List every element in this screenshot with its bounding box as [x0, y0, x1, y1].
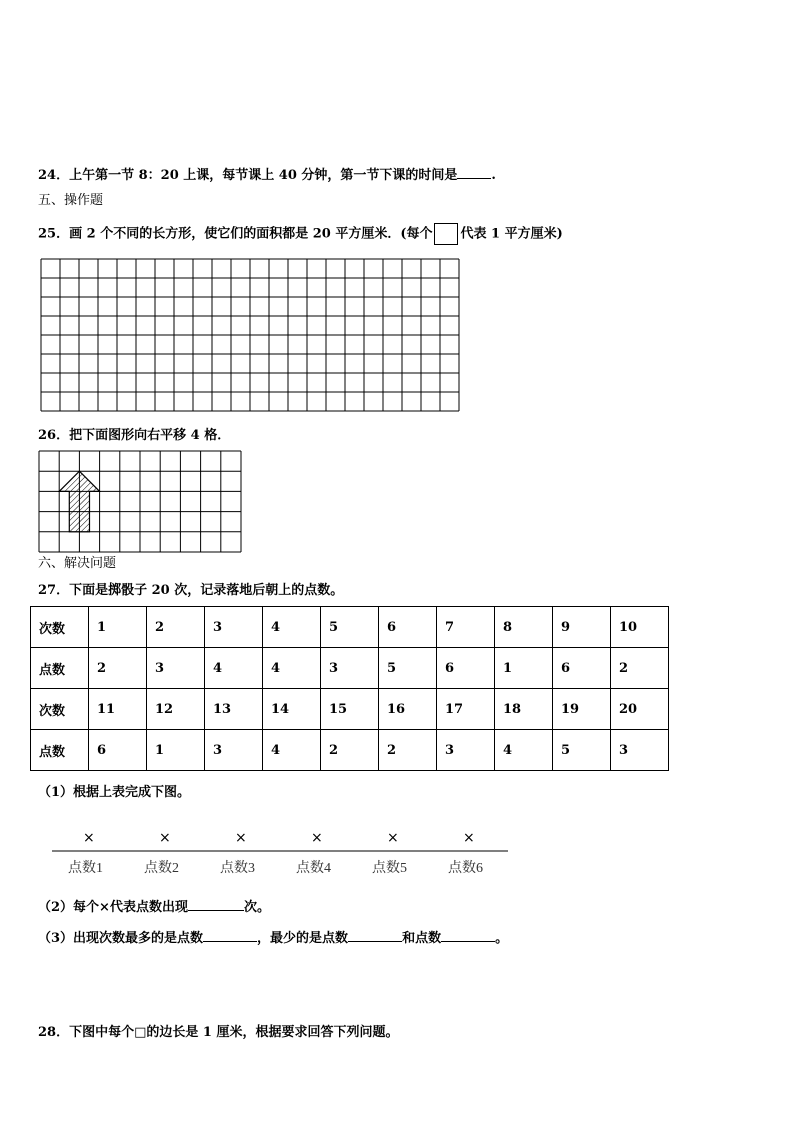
table-cell: 3 [321, 648, 379, 689]
row-header-cell: 点数 [31, 648, 89, 689]
table-cell: 4 [263, 648, 321, 689]
table-cell: 5 [379, 648, 437, 689]
row-header-cell: 次数 [31, 689, 89, 730]
sub-3-text-c: 和点数 [402, 931, 442, 946]
table-cell: 4 [263, 730, 321, 771]
table-cell: 14 [263, 689, 321, 730]
sub-3-text-b: ，最少的是点数 [257, 931, 349, 946]
sub-3-text-d: 。 [495, 931, 509, 946]
translation-grid-26[interactable] [38, 450, 244, 554]
x-mark-icon: × [235, 830, 247, 846]
question-27-sub-2 [38, 898, 270, 916]
question-25-text: 25．画 2 个不同的长方形，使它们的面积都是 20 平方厘米．(每个 [38, 226, 433, 242]
table-row [31, 730, 669, 771]
table-cell: 3 [205, 730, 263, 771]
table-cell: 2 [89, 648, 147, 689]
answer-blank[interactable] [457, 166, 491, 179]
unit-square-icon [434, 223, 458, 245]
question-24 [38, 166, 496, 184]
table-cell: 8 [495, 607, 553, 648]
table-cell: 13 [205, 689, 263, 730]
axis-label: 点数2 [144, 861, 179, 876]
sub-2-text-a: （2）每个×代表点数出现 [38, 900, 188, 915]
drawing-grid-25[interactable] [40, 258, 460, 412]
table-cell: 19 [553, 689, 611, 730]
dice-record-table [30, 606, 669, 771]
question-24-end: . [491, 168, 496, 183]
arrow-shape-icon [59, 471, 99, 532]
section-5-heading: 五、操作题 [38, 193, 104, 208]
question-27-sub-3 [38, 929, 508, 947]
table-row [31, 607, 669, 648]
answer-blank[interactable] [203, 929, 257, 942]
answer-blank[interactable] [188, 898, 244, 911]
axis-label: 点数4 [296, 861, 331, 876]
table-cell: 4 [205, 648, 263, 689]
table-cell: 5 [553, 730, 611, 771]
table-cell: 12 [147, 689, 205, 730]
axis-label: 点数3 [220, 861, 255, 876]
question-27: 27．下面是掷骰子 20 次，记录落地后朝上的点数。 [38, 583, 344, 598]
table-cell: 3 [205, 607, 263, 648]
table-cell: 1 [89, 607, 147, 648]
x-mark-icon: × [159, 830, 171, 846]
table-cell: 3 [147, 648, 205, 689]
axis-label: 点数6 [448, 861, 483, 876]
table-cell: 2 [611, 648, 669, 689]
table-cell: 6 [553, 648, 611, 689]
table-row [31, 689, 669, 730]
row-header-cell: 次数 [31, 607, 89, 648]
dot-plot-axis [50, 850, 512, 854]
table-cell: 6 [379, 607, 437, 648]
table-cell: 15 [321, 689, 379, 730]
table-cell: 4 [495, 730, 553, 771]
question-26: 26．把下面图形向右平移 4 格． [38, 428, 231, 443]
table-cell: 20 [611, 689, 669, 730]
question-25-text-2: 代表 1 平方厘米) [460, 226, 563, 242]
x-mark-icon: × [311, 830, 323, 846]
table-cell: 2 [379, 730, 437, 771]
table-cell: 3 [611, 730, 669, 771]
table-cell: 10 [611, 607, 669, 648]
table-cell: 7 [437, 607, 495, 648]
question-25 [38, 223, 563, 245]
table-cell: 1 [495, 648, 553, 689]
question-27-sub-1: （1）根据上表完成下图。 [38, 785, 191, 800]
table-cell: 1 [147, 730, 205, 771]
x-mark-icon: × [83, 830, 95, 846]
table-cell: 16 [379, 689, 437, 730]
table-cell: 18 [495, 689, 553, 730]
table-cell: 2 [321, 730, 379, 771]
table-cell: 11 [89, 689, 147, 730]
x-mark-icon: × [463, 830, 475, 846]
section-6-heading: 六、解决问题 [38, 556, 117, 571]
table-cell: 6 [437, 648, 495, 689]
table-cell: 3 [437, 730, 495, 771]
row-header-cell: 点数 [31, 730, 89, 771]
table-cell: 4 [263, 607, 321, 648]
sub-3-text-a: （3）出现次数最多的是点数 [38, 931, 204, 946]
table-cell: 6 [89, 730, 147, 771]
answer-blank[interactable] [441, 929, 495, 942]
sub-2-text-b: 次。 [243, 900, 270, 915]
table-cell: 2 [147, 607, 205, 648]
table-cell: 5 [321, 607, 379, 648]
table-row [31, 648, 669, 689]
axis-label: 点数1 [68, 861, 103, 876]
question-24-text: 24．上午第一节 8：20 上课，每节课上 40 分钟，第一节下课的时间是 [38, 168, 458, 183]
answer-blank[interactable] [348, 929, 402, 942]
axis-label: 点数5 [372, 861, 407, 876]
table-cell: 17 [437, 689, 495, 730]
table-cell: 9 [553, 607, 611, 648]
x-mark-icon: × [387, 830, 399, 846]
question-28: 28．下图中每个□的边长是 1 厘米，根据要求回答下列问题。 [38, 1025, 399, 1040]
